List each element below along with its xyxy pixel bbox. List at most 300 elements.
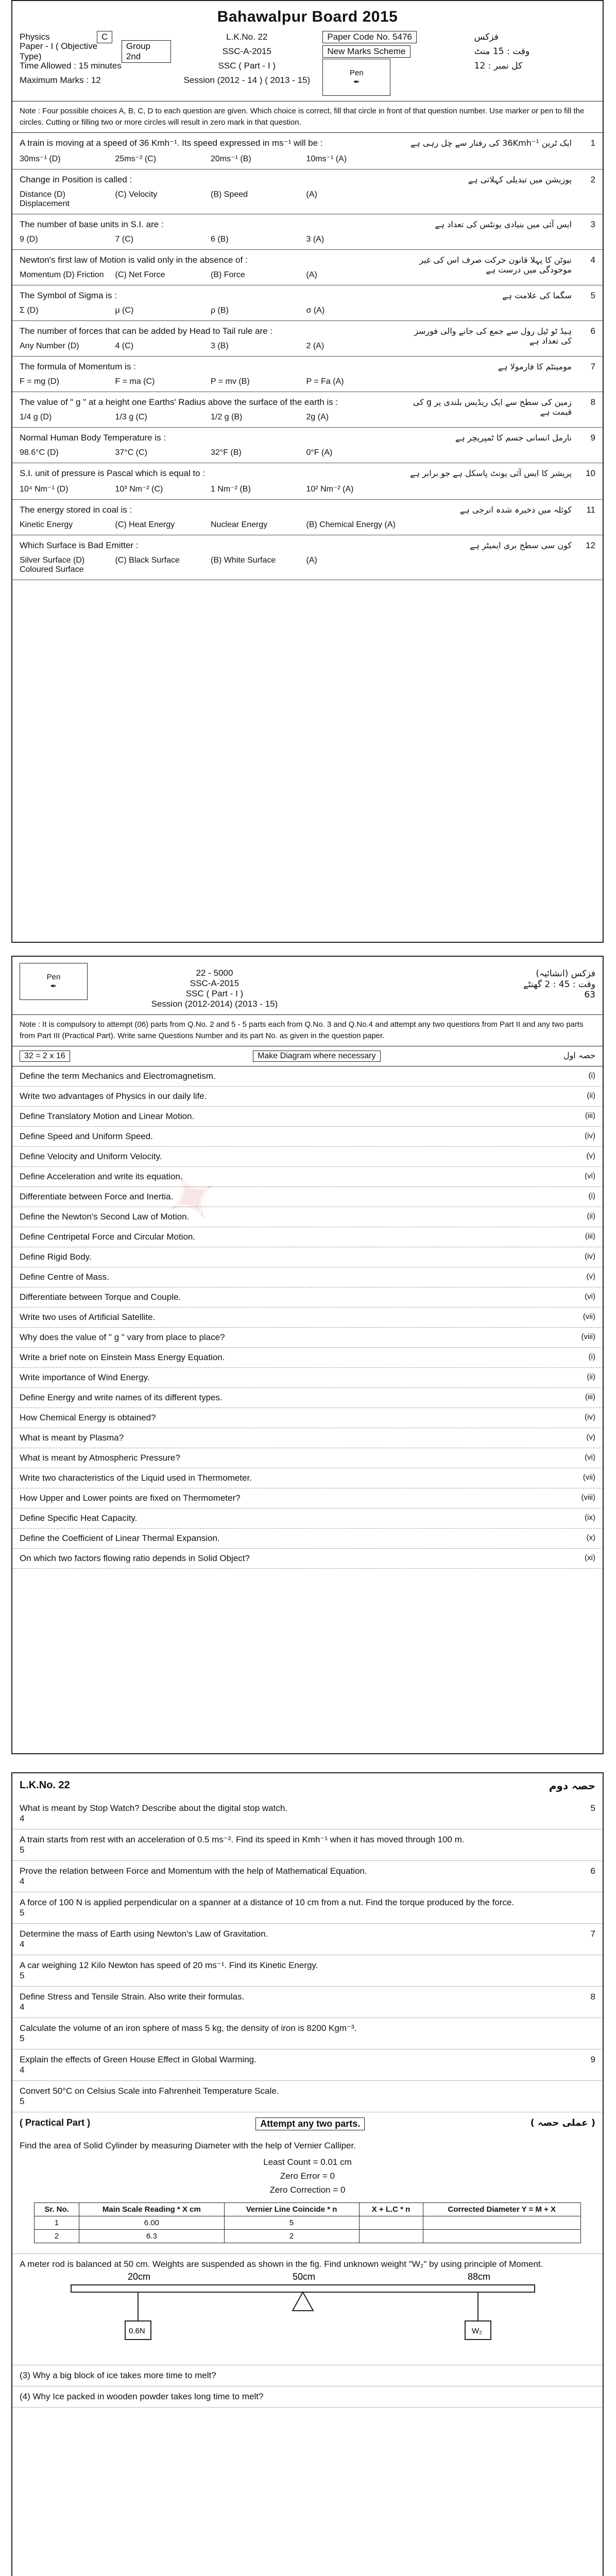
mcq-number: 11: [586, 504, 595, 515]
mcq-option: (C) Heat Energy: [115, 520, 175, 529]
short-question-text: Write two characteristics of the Liquid used in Thermometer.: [20, 1472, 252, 1483]
mcq-item: [12, 250, 603, 285]
fig-label-c: 88cm: [468, 2271, 491, 2282]
short-question-text: Define Acceleration and write its equation.: [20, 1171, 183, 1181]
max-marks: Maximum Marks : 12: [20, 75, 101, 85]
long-question-text: Define Stress and Tensile Strain. Also write their formulas.: [20, 1992, 245, 2002]
instructions-note: Note : Four possible choices A, B, C, D to each question are given. Which choice is correct, fill that circle in front of that question number. Use marker or pen to fill the circles. Cutting or filling two or more circles will result in zero mark in that question.: [12, 101, 603, 133]
mcq-number: 10: [586, 468, 595, 478]
mcq-options: [20, 270, 402, 280]
table-row: [34, 2229, 580, 2243]
mcq-question: The energy stored in coal is :: [20, 504, 132, 515]
mcq-option: 2g (A): [306, 412, 329, 421]
fig-label-a: 20cm: [128, 2271, 151, 2282]
mcq-number: 7: [590, 361, 595, 371]
short-question-text: Define Rigid Body.: [20, 1251, 92, 1262]
mcq-option: (A): [306, 555, 317, 565]
mcq-option: 9 (D): [20, 234, 38, 244]
short-question-number: (i): [588, 1352, 595, 1361]
mcq-option: 1/2 g (B): [211, 412, 243, 421]
practical-b-text: A meter rod is balanced at 50 cm. Weights are suspended as shown in the fig. Find unknown weight "W₂" by using principle of Moment.: [20, 2259, 543, 2269]
short-question: [12, 1448, 603, 1468]
mcq-item: [12, 392, 603, 428]
short-question-list: [12, 1066, 603, 1569]
paper-code: 22 - 5000: [196, 968, 233, 978]
ssc-part: SSC ( Part - I ): [185, 989, 244, 998]
mcq-item: [12, 170, 603, 214]
short-question: [12, 1087, 603, 1107]
mcq-item: [12, 357, 603, 392]
practical-urdu: ( عملی حصہ ): [530, 2117, 595, 2128]
long-question: [12, 1955, 603, 1987]
long-question-marks: 5: [20, 2096, 25, 2106]
short-question-number: (v): [586, 1432, 595, 1442]
pen-label: Pen: [46, 972, 61, 981]
urdu-time: وقت : 45 : 2 گھنٹے: [523, 979, 595, 990]
table-header: Main Scale Reading * X cm: [79, 2202, 224, 2216]
mcq-body: [20, 255, 402, 280]
short-question-text: Define the Coefficient of Linear Thermal Expansion.: [20, 1533, 220, 1543]
short-question-number: (vi): [585, 1292, 595, 1301]
long-question-row: [20, 1992, 595, 2002]
long-question-row: [20, 1835, 595, 1845]
mcq-number: 8: [590, 397, 595, 407]
short-question-number: (i): [588, 1071, 595, 1080]
table-cell: [359, 2229, 423, 2243]
short-question: [12, 1388, 603, 1408]
long-question-text: Explain the effects of Green House Effect in Global Warming.: [20, 2055, 256, 2064]
mcq-option: 1 Nm⁻² (B): [211, 484, 251, 494]
short-question-text: Define the term Mechanics and Electromagnetism.: [20, 1071, 216, 1081]
mcq-number: 2: [590, 174, 595, 184]
mcq-option: (C) Black Surface: [115, 555, 180, 565]
least-count: Least Count = 0.01 cm: [263, 2157, 352, 2167]
mcq-body: [20, 291, 402, 315]
mcq-body: [20, 397, 402, 422]
long-question-text: Calculate the volume of an iron sphere of mass 5 kg, the density of iron is 8200 Kgm⁻³.: [20, 2023, 357, 2033]
short-question-text: Define Energy and write names of its different types.: [20, 1392, 223, 1402]
long-question-row: [20, 1960, 595, 1971]
short-question-number: (ii): [587, 1211, 595, 1221]
mcq-option: Distance (D) Displacement: [20, 190, 70, 208]
mcq-option: Nuclear Energy: [211, 520, 268, 529]
short-question-number: (ii): [587, 1091, 595, 1100]
short-question-number: (vii): [583, 1472, 595, 1482]
long-question: [12, 1924, 603, 1955]
long-question-marks: 4: [20, 1876, 25, 1886]
short-question-text: Differentiate between Torque and Couple.: [20, 1292, 181, 1302]
mcq-option: F = ma (C): [115, 377, 155, 386]
table-cell: 6.3: [79, 2229, 224, 2243]
mcq-question: The Symbol of Sigma is :: [20, 290, 117, 300]
mcq-urdu: نیوٹن کا پہلا قانون حرکت صرف اس کی غیر موجودگی میں درست ہے: [419, 255, 572, 275]
long-question-row: [20, 2055, 595, 2065]
mcq-urdu: ایس آئی میں بنیادی یونٹس کی تعداد ہے: [435, 219, 572, 229]
short-question-number: (iv): [585, 1131, 595, 1140]
short-question: [12, 1308, 603, 1328]
mcq-option: 3 (B): [211, 341, 229, 350]
long-question-number: 6: [590, 1866, 595, 1876]
pen-icon: ✒: [50, 981, 57, 991]
short-question: [12, 1468, 603, 1488]
mcq-urdu: مومینٹم کا فارمولا ہے: [498, 361, 572, 371]
fig-label-b: 50cm: [293, 2271, 316, 2282]
short-question-number: (v): [586, 1151, 595, 1160]
mcq-number: 4: [590, 255, 595, 265]
long-question-row: [20, 1803, 595, 1814]
mcq-urdu: پوزیشن میں تبدیلی کہلاتی ہے: [468, 174, 572, 184]
practical-c-text: Why a big block of ice takes more time to melt?: [32, 2370, 216, 2380]
mcq-body: [20, 468, 402, 494]
table-row: [34, 2216, 580, 2229]
long-question-marks: 4: [20, 1939, 25, 1949]
mcq-question: Which Surface is Bad Emitter :: [20, 540, 139, 550]
mcq-option: 10³ Nm⁻² (C): [115, 484, 163, 494]
weight-2-label: W₂: [472, 2326, 482, 2335]
mcq-number: 9: [590, 432, 595, 443]
long-question: [12, 1798, 603, 1829]
short-question: [12, 1348, 603, 1368]
mcq-option: F = mg (D): [20, 377, 59, 386]
mcq-urdu: زمین کی سطح سے ایک ریڈیس بلندی پر g کی قیمت ہے: [413, 397, 572, 417]
short-question: [12, 1549, 603, 1569]
part-number: (3): [20, 2370, 30, 2380]
practical-c: [12, 2365, 603, 2386]
mcq-urdu: ہیڈ ٹو ٹیل رول سے جمع کی جانے والی فورسز کی تعداد ہے: [414, 326, 572, 346]
pen-label: Pen: [350, 68, 364, 77]
mcq-options: [20, 377, 402, 386]
short-question: [12, 1227, 603, 1247]
meter-rod: [71, 2285, 535, 2292]
long-question-marks: 5: [20, 1845, 25, 1855]
short-question-number: (viii): [581, 1332, 595, 1341]
mcq-body: [20, 362, 402, 386]
long-question: [12, 1829, 603, 1861]
mcq-option: (B) Force: [211, 270, 245, 279]
short-question-text: Write two uses of Artificial Satellite.: [20, 1312, 156, 1322]
short-question-number: (iii): [585, 1392, 595, 1401]
long-question-marks: 4: [20, 2065, 25, 2075]
pen-box: [20, 963, 88, 1000]
short-question: [12, 1509, 603, 1529]
practical-a-text: Find the area of Solid Cylinder by measuring Diameter with the help of Vernier Calliper.: [20, 2141, 356, 2150]
mcq-option: P = mv (B): [211, 377, 250, 386]
short-question: [12, 1167, 603, 1187]
mcq-option: 30ms⁻¹ (D): [20, 154, 61, 163]
mcq-option: (A): [306, 190, 317, 199]
long-question: [12, 1892, 603, 1924]
mcq-option: Any Number (D): [20, 341, 79, 350]
mcq-option: 6 (B): [211, 234, 229, 244]
short-question-text: Define Translatory Motion and Linear Motion.: [20, 1111, 195, 1121]
subjective-paper-part2: [11, 1772, 604, 2576]
mcq-question: The number of base units in S.I. are :: [20, 219, 164, 229]
session: Session (2012 - 14 ) ( 2013 - 15): [183, 75, 311, 85]
mcq-question: The number of forces that can be added by Head to Tail rule are :: [20, 326, 273, 336]
mcq-question: A train is moving at a speed of 36 Kmh⁻¹. Its speed expressed in ms⁻¹ will be :: [20, 138, 323, 148]
subjective-paper-part1: [11, 956, 604, 1754]
mcq-option: P = Fa (A): [306, 377, 344, 386]
fulcrum: [293, 2292, 313, 2311]
short-question: [12, 1066, 603, 1087]
paper-header: [12, 30, 603, 96]
mcq-option: 3 (A): [306, 234, 324, 244]
short-question: [12, 1147, 603, 1167]
long-question-number: 8: [590, 1992, 595, 2002]
lk-number: L.K.No. 22: [20, 1780, 70, 1791]
pen-icon: ✒: [353, 77, 360, 87]
mcq-question: Normal Human Body Temperature is :: [20, 432, 166, 443]
short-question-number: (iii): [585, 1231, 595, 1241]
mcq-list: [12, 133, 603, 580]
marks-distribution: 32 = 2 x 16: [20, 1050, 70, 1062]
mcq-number: 1: [590, 138, 595, 148]
long-question-text: Determine the mass of Earth using Newton's Law of Gravitation.: [20, 1929, 268, 1939]
mcq-options: [20, 413, 402, 422]
long-question-row: [20, 1866, 595, 1876]
mcq-body: [20, 219, 402, 244]
paper2-header: [12, 957, 603, 1009]
long-question-marks: 5: [20, 1908, 25, 1918]
board-title: Bahawalpur Board 2015: [217, 8, 398, 25]
mcq-options: [20, 190, 402, 209]
group-label: Group 2nd: [122, 40, 171, 63]
paper-code: Paper Code No. 5476: [322, 31, 416, 43]
long-question-row: [20, 2023, 595, 2033]
exam-code: SSC-A-2015: [222, 46, 272, 56]
short-question-number: (x): [586, 1533, 595, 1542]
table-cell: [423, 2216, 581, 2229]
mcq-number: 5: [590, 290, 595, 300]
mcq-question: S.I. unit of pressure is Pascal which is equal to :: [20, 468, 206, 478]
urdu-subject: فزکس: [474, 32, 499, 42]
mcq-option: 10ms⁻¹ (A): [306, 154, 347, 163]
short-question-text: Define Speed and Uniform Speed.: [20, 1131, 153, 1141]
table-cell: 2: [34, 2229, 79, 2243]
short-question-number: (xi): [585, 1553, 595, 1562]
subject-label: Physics: [20, 32, 50, 42]
short-question-text: Write a brief note on Einstein Mass Energy Equation.: [20, 1352, 225, 1362]
short-question-text: Why does the value of " g " vary from place to place?: [20, 1332, 225, 1342]
mcq-option: 2 (A): [306, 341, 324, 350]
mcq-option: (A): [306, 270, 317, 279]
vernier-table: [34, 2202, 581, 2243]
mcq-number: 3: [590, 219, 595, 229]
long-question: [12, 1861, 603, 1892]
short-question-number: (vi): [585, 1171, 595, 1180]
long-question-number: 7: [590, 1929, 595, 1939]
short-question-number: (vi): [585, 1452, 595, 1462]
time-allowed: Time Allowed : 15 minutes: [20, 61, 122, 71]
table-header: Sr. No.: [34, 2202, 79, 2216]
practical-d: [12, 2386, 603, 2408]
short-question-number: (iv): [585, 1251, 595, 1261]
table-cell: 6.00: [79, 2216, 224, 2229]
short-question-text: Write importance of Wind Energy.: [20, 1372, 150, 1382]
table-header: X + L.C * n: [359, 2202, 423, 2216]
practical-b: [12, 2254, 603, 2365]
long-question-marks: 4: [20, 1814, 25, 1823]
short-question: [12, 1207, 603, 1227]
long-question: [12, 2018, 603, 2049]
mcq-number: 6: [590, 326, 595, 336]
mcq-body: [20, 505, 402, 530]
group-code: C: [97, 31, 112, 43]
short-question-number: (iii): [585, 1111, 595, 1120]
mcq-option: 10² Nm⁻² (A): [306, 484, 354, 494]
zero-error: Zero Error = 0: [280, 2171, 335, 2181]
mcq-option: 0°F (A): [306, 448, 333, 457]
attempt-note: Attempt any two parts.: [255, 2117, 365, 2130]
mcq-options: [20, 154, 402, 164]
urdu-time: وقت : 15 منٹ: [474, 46, 530, 57]
section-label: حصہ اول: [563, 1050, 595, 1060]
long-question-number: 5: [590, 1803, 595, 1813]
part-number: (4): [20, 2391, 30, 2401]
short-question-text: Differentiate between Force and Inertia.: [20, 1191, 174, 1201]
table-cell: 5: [224, 2216, 359, 2229]
mcq-item: [12, 321, 603, 357]
long-question-marks: 4: [20, 2002, 25, 2012]
mcq-option: 1/4 g (D): [20, 412, 52, 421]
mcq-item: [12, 463, 603, 500]
short-question: [12, 1107, 603, 1127]
short-question: [12, 1529, 603, 1549]
long-question-text: Convert 50°C on Celsius Scale into Fahrenheit Temperature Scale.: [20, 2086, 279, 2096]
practical-d-text: Why Ice packed in wooden powder takes long time to melt?: [32, 2391, 264, 2401]
total-marks: 63: [584, 990, 595, 1000]
mcq-body: [20, 138, 402, 164]
mcq-option: σ (A): [306, 306, 325, 315]
mcq-item: [12, 535, 603, 580]
mcq-options: [20, 306, 402, 315]
diagram-note: Make Diagram where necessary: [253, 1050, 380, 1062]
session: Session (2012-2014) (2013 - 15): [151, 999, 278, 1009]
long-question-text: Prove the relation between Force and Momentum with the help of Mathematical Equation.: [20, 1866, 367, 1876]
paper-label: Paper - I ( Objective Type): [20, 41, 98, 61]
short-question-text: Define Specific Heat Capacity.: [20, 1513, 138, 1523]
mcq-urdu: کون سی سطح بری ایمیٹر ہے: [470, 540, 572, 550]
mcq-urdu: کوئلہ میں ذخیرہ شدہ انرجی ہے: [460, 504, 572, 515]
long-question-marks: 5: [20, 1971, 25, 1980]
long-question: [12, 2049, 603, 2081]
long-question-text: A car weighing 12 Kilo Newton has speed of 20 ms⁻¹. Find its Kinetic Energy.: [20, 1960, 318, 1970]
short-question-text: On which two factors flowing ratio depends in Solid Object?: [20, 1553, 250, 1563]
long-question-row: [20, 1929, 595, 1939]
short-question: [12, 1287, 603, 1308]
short-question-number: (vii): [583, 1312, 595, 1321]
mcq-item: [12, 428, 603, 463]
mcq-urdu: پریشر کا ایس آئی یونٹ پاسکل ہے جو برابر ہے: [410, 468, 572, 478]
mcq-option: (C) Net Force: [115, 270, 165, 279]
short-question-number: (ix): [585, 1513, 595, 1522]
ssc-part: SSC ( Part - I ): [218, 61, 276, 71]
short-question-text: What is meant by Atmospheric Pressure?: [20, 1452, 180, 1463]
urdu-marks: کل نمبر : 12: [474, 61, 523, 71]
practical-label: ( Practical Part ): [20, 2117, 91, 2128]
short-question-text: Define the Newton's Second Law of Motion.: [20, 1211, 190, 1222]
urdu-subject: فزکس (انشائیہ): [536, 969, 595, 979]
mcq-item: [12, 133, 603, 170]
mcq-option: Kinetic Energy: [20, 520, 73, 529]
mcq-option: Momentum (D) Friction: [20, 270, 104, 279]
long-question-text: A force of 100 N is applied perpendicular on a spanner at a distance of 10 cm from a nut. Find the torque produced by the force.: [20, 1897, 515, 1907]
mcq-body: [20, 326, 402, 351]
mcq-urdu: سگما کی علامت ہے: [502, 290, 572, 300]
mcq-option: 7 (C): [115, 234, 134, 244]
short-question: [12, 1488, 603, 1509]
mcq-item: [12, 214, 603, 250]
short-question-text: How Chemical Energy is obtained?: [20, 1412, 156, 1422]
mcq-options: [20, 484, 402, 494]
short-question: [12, 1408, 603, 1428]
short-question-text: How Upper and Lower points are fixed on Thermometer?: [20, 1493, 241, 1503]
mcq-question: The formula of Momentum is :: [20, 361, 136, 371]
mcq-question: The value of " g " at a height one Earths' Radius above the surface of the earth is :: [20, 397, 338, 407]
short-question-number: (iv): [585, 1412, 595, 1421]
practical-a: [12, 2136, 603, 2254]
short-question-number: (viii): [581, 1493, 595, 1502]
long-question-number: 9: [590, 2055, 595, 2064]
table-cell: 2: [224, 2229, 359, 2243]
long-question-row: [20, 1897, 595, 1908]
objective-paper: [11, 0, 604, 943]
mcq-option: (B) Speed: [211, 190, 248, 199]
section-label: حصہ دوم: [549, 1780, 595, 1792]
short-question: [12, 1127, 603, 1147]
long-question-marks: 5: [20, 2033, 25, 2043]
short-question-text: What is meant by Plasma?: [20, 1432, 124, 1443]
mcq-options: [20, 235, 402, 244]
long-question-row: [20, 2086, 595, 2096]
short-question-number: (v): [586, 1272, 595, 1281]
table-cell: 1: [34, 2216, 79, 2229]
mcq-option: μ (C): [115, 306, 134, 315]
mcq-option: (C) Velocity: [115, 190, 158, 199]
short-question: [12, 1267, 603, 1287]
mcq-urdu: نارمل انسانی جسم کا ٹمپریچر ہے: [455, 432, 572, 443]
short-question-text: Write two advantages of Physics in our daily life.: [20, 1091, 207, 1101]
short-question-text: Define Velocity and Uniform Velocity.: [20, 1151, 162, 1161]
mcq-question: Newton's first law of Motion is valid only in the absence of :: [20, 255, 248, 265]
mcq-body: [20, 175, 402, 209]
mcq-option: 25ms⁻² (C): [115, 154, 157, 163]
mcq-number: 12: [586, 540, 595, 550]
mcq-option: (B) White Surface: [211, 555, 276, 565]
mcq-option: 37°C (C): [115, 448, 147, 457]
mcq-options: [20, 448, 402, 457]
watermark: ✦: [152, 1155, 233, 1242]
short-question: [12, 1368, 603, 1388]
short-question-text: Define Centre of Mass.: [20, 1272, 109, 1282]
long-question: [12, 2081, 603, 2112]
mcq-urdu: ایک ٹرین 36Kmh⁻¹ کی رفتار سے چل رہی ہے: [410, 138, 572, 148]
mcq-item: [12, 285, 603, 321]
mcq-option: 98.6°C (D): [20, 448, 59, 457]
lk-number: L.K.No. 22: [226, 32, 268, 42]
exam-code: SSC-A-2015: [190, 978, 239, 988]
instructions-note: Note : It is compulsory to attempt (06) parts from Q.No. 2 and 5 - 5 parts each from Q.No. 3 and Q.No.4 and attempt any two questions from Part II and any two parts from Part III (Practical Part). Write same Questions Number and its part No. as given in the question paper.: [12, 1014, 603, 1046]
short-question: [12, 1247, 603, 1267]
mcq-body: [20, 540, 402, 574]
short-question: [12, 1187, 603, 1207]
mcq-question: Change in Position is called :: [20, 174, 132, 184]
short-question-number: (i): [588, 1191, 595, 1200]
mcq-option: 32°F (B): [211, 448, 242, 457]
mcq-options: [20, 520, 402, 530]
mcq-options: [20, 556, 402, 574]
marks-scheme: New Marks Scheme: [322, 45, 410, 58]
